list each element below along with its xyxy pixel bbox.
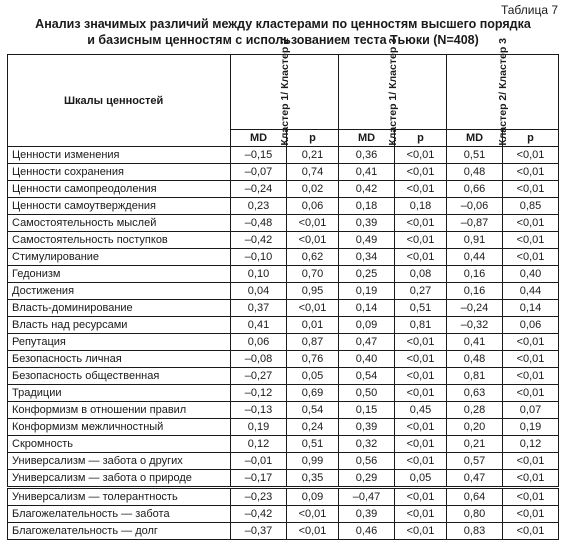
p-value: <0,01 [395, 232, 447, 249]
md-value: –0,24 [447, 300, 503, 317]
md-value: 0,10 [231, 266, 287, 283]
md-value: 0,36 [339, 147, 395, 164]
p-value: 0,01 [287, 317, 339, 334]
p-value: 0,76 [287, 351, 339, 368]
p-value: <0,01 [503, 334, 559, 351]
table-row [8, 266, 559, 283]
md-value: 0,91 [447, 232, 503, 249]
header-p: p [503, 130, 559, 147]
md-value: 0,32 [339, 436, 395, 453]
scale-name: Универсализм — толерантность [8, 488, 231, 506]
title-line-1: Анализ значимых различий между кластерами по ценностям высшего порядка [35, 17, 531, 31]
md-value: –0,13 [231, 402, 287, 419]
p-value: 0,51 [395, 300, 447, 317]
p-value: <0,01 [503, 470, 559, 488]
p-value: 0,69 [287, 385, 339, 402]
p-value: 0,21 [287, 147, 339, 164]
md-value: 0,21 [447, 436, 503, 453]
p-value: 0,12 [503, 436, 559, 453]
p-value: 0,40 [503, 266, 559, 283]
md-value: 0,56 [339, 453, 395, 470]
p-value: 0,08 [395, 266, 447, 283]
md-value: 0,28 [447, 402, 503, 419]
md-value: –0,07 [231, 164, 287, 181]
md-value: 0,14 [339, 300, 395, 317]
p-value: <0,01 [503, 523, 559, 540]
md-value: –0,48 [231, 215, 287, 232]
p-value: <0,01 [503, 232, 559, 249]
p-value: <0,01 [395, 419, 447, 436]
md-value: 0,57 [447, 453, 503, 470]
p-value: 0,81 [395, 317, 447, 334]
scale-name: Ценности самоутверждения [8, 198, 231, 215]
md-value: 0,47 [447, 470, 503, 488]
p-value: 0,62 [287, 249, 339, 266]
p-value: <0,01 [287, 232, 339, 249]
header-p: p [395, 130, 447, 147]
p-value: <0,01 [503, 147, 559, 164]
p-value: 0,18 [395, 198, 447, 215]
md-value: 0,51 [447, 147, 503, 164]
md-value: 0,16 [447, 266, 503, 283]
p-value: 0,14 [503, 300, 559, 317]
p-value: <0,01 [395, 523, 447, 540]
md-value: –0,08 [231, 351, 287, 368]
scale-name: Безопасность общественная [8, 368, 231, 385]
p-value: 0,85 [503, 198, 559, 215]
scale-name: Ценности сохранения [8, 164, 231, 181]
p-value: <0,01 [503, 453, 559, 470]
scale-name: Благожелательность — долг [8, 523, 231, 540]
table-row [8, 402, 559, 419]
md-value: 0,18 [339, 198, 395, 215]
p-value: <0,01 [395, 164, 447, 181]
md-value: 0,49 [339, 232, 395, 249]
md-value: 0,83 [447, 523, 503, 540]
p-value: 0,06 [503, 317, 559, 334]
p-value: 0,09 [287, 488, 339, 506]
table-row [8, 334, 559, 351]
md-value: 0,46 [339, 523, 395, 540]
table-row [8, 317, 559, 334]
md-value: –0,10 [231, 249, 287, 266]
table-row [8, 300, 559, 317]
p-value: <0,01 [395, 351, 447, 368]
scale-name: Универсализм — забота о природе [8, 470, 231, 488]
p-value: <0,01 [395, 215, 447, 232]
md-value: –0,32 [447, 317, 503, 334]
md-value: 0,63 [447, 385, 503, 402]
p-value: 0,27 [395, 283, 447, 300]
header-cluster-2-3: Кластер 2/ Кластер 3 [447, 55, 559, 130]
p-value: <0,01 [395, 385, 447, 402]
header-scales: Шкалы ценностей [8, 55, 231, 147]
md-value: 0,80 [447, 506, 503, 523]
scale-name: Конформизм в отношении правил [8, 402, 231, 419]
scale-name: Стимулирование [8, 249, 231, 266]
scale-name: Власть над ресурсами [8, 317, 231, 334]
table-row [8, 436, 559, 453]
table-row [8, 351, 559, 368]
md-value: –0,42 [231, 232, 287, 249]
md-value: 0,39 [339, 215, 395, 232]
p-value: <0,01 [503, 249, 559, 266]
md-value: 0,20 [447, 419, 503, 436]
md-value: –0,37 [231, 523, 287, 540]
md-value: 0,19 [231, 419, 287, 436]
md-value: 0,19 [339, 283, 395, 300]
table-row [8, 249, 559, 266]
p-value: 0,02 [287, 181, 339, 198]
md-value: –0,23 [231, 488, 287, 506]
md-value: 0,40 [339, 351, 395, 368]
p-value: <0,01 [395, 249, 447, 266]
p-value: 0,35 [287, 470, 339, 488]
md-value: 0,16 [447, 283, 503, 300]
md-value: 0,50 [339, 385, 395, 402]
md-value: 0,09 [339, 317, 395, 334]
scale-name: Власть-доминирование [8, 300, 231, 317]
table-body [8, 147, 559, 540]
md-value: 0,54 [339, 368, 395, 385]
scale-name: Достижения [8, 283, 231, 300]
scale-name: Универсализм — забота о других [8, 453, 231, 470]
p-value: 0,54 [287, 402, 339, 419]
table-row [8, 164, 559, 181]
table-number: Таблица 7 [500, 3, 558, 17]
header-md: MD [447, 130, 503, 147]
md-value: –0,47 [339, 488, 395, 506]
p-value: 0,45 [395, 402, 447, 419]
p-value: <0,01 [395, 368, 447, 385]
md-value: 0,81 [447, 368, 503, 385]
md-value: –0,01 [231, 453, 287, 470]
scale-name: Самостоятельность мыслей [8, 215, 231, 232]
header-md: MD [231, 130, 287, 147]
header-cluster-1-2: Кластер 1/ Кластер 2 [231, 55, 339, 130]
md-value: –0,27 [231, 368, 287, 385]
p-value: 0,70 [287, 266, 339, 283]
p-value: 0,19 [503, 419, 559, 436]
p-value: <0,01 [395, 334, 447, 351]
md-value: –0,06 [447, 198, 503, 215]
table-row [8, 283, 559, 300]
p-value: <0,01 [503, 506, 559, 523]
md-value: 0,48 [447, 164, 503, 181]
table-row [8, 368, 559, 385]
p-value: <0,01 [503, 181, 559, 198]
table-row [8, 385, 559, 402]
header-md: MD [339, 130, 395, 147]
md-value: 0,41 [447, 334, 503, 351]
table-row [8, 488, 559, 506]
scale-name: Безопасность личная [8, 351, 231, 368]
md-value: 0,29 [339, 470, 395, 488]
p-value: <0,01 [395, 181, 447, 198]
md-value: 0,06 [231, 334, 287, 351]
table-row [8, 453, 559, 470]
table-row [8, 470, 559, 488]
p-value: <0,01 [395, 488, 447, 506]
md-value: –0,17 [231, 470, 287, 488]
scale-name: Самостоятельность поступков [8, 232, 231, 249]
md-value: 0,15 [339, 402, 395, 419]
p-value: <0,01 [503, 164, 559, 181]
md-value: 0,39 [339, 506, 395, 523]
md-value: –0,24 [231, 181, 287, 198]
table-row [8, 523, 559, 540]
p-value: <0,01 [395, 147, 447, 164]
md-value: 0,12 [231, 436, 287, 453]
md-value: 0,41 [231, 317, 287, 334]
md-value: 0,23 [231, 198, 287, 215]
scale-name: Ценности самопреодоления [8, 181, 231, 198]
md-value: 0,64 [447, 488, 503, 506]
p-value: 0,44 [503, 283, 559, 300]
p-value: <0,01 [503, 385, 559, 402]
md-value: 0,41 [339, 164, 395, 181]
p-value: <0,01 [287, 506, 339, 523]
md-value: 0,39 [339, 419, 395, 436]
md-value: 0,04 [231, 283, 287, 300]
scale-name: Традиции [8, 385, 231, 402]
md-value: 0,47 [339, 334, 395, 351]
md-value: 0,37 [231, 300, 287, 317]
table-row [8, 147, 559, 164]
md-value: 0,48 [447, 351, 503, 368]
p-value: 0,06 [287, 198, 339, 215]
scale-name: Скромность [8, 436, 231, 453]
p-value: 0,99 [287, 453, 339, 470]
md-value: 0,44 [447, 249, 503, 266]
p-value: 0,05 [395, 470, 447, 488]
header-p: p [287, 130, 339, 147]
scale-name: Гедонизм [8, 266, 231, 283]
table-row [8, 198, 559, 215]
md-value: 0,25 [339, 266, 395, 283]
md-value: –0,15 [231, 147, 287, 164]
p-value: 0,24 [287, 419, 339, 436]
p-value: 0,05 [287, 368, 339, 385]
table-row [8, 232, 559, 249]
p-value: 0,07 [503, 402, 559, 419]
p-value: <0,01 [395, 506, 447, 523]
scale-name: Конформизм межличностный [8, 419, 231, 436]
p-value: <0,01 [503, 488, 559, 506]
scale-name: Ценности изменения [8, 147, 231, 164]
md-value: –0,42 [231, 506, 287, 523]
md-value: –0,87 [447, 215, 503, 232]
p-value: <0,01 [287, 300, 339, 317]
p-value: <0,01 [503, 351, 559, 368]
p-value: <0,01 [503, 215, 559, 232]
scale-name: Репутация [8, 334, 231, 351]
p-value: <0,01 [287, 215, 339, 232]
scale-name: Благожелательность — забота [8, 506, 231, 523]
table-row [8, 506, 559, 523]
p-value: <0,01 [503, 368, 559, 385]
p-value: <0,01 [287, 523, 339, 540]
p-value: <0,01 [395, 436, 447, 453]
table-row [8, 419, 559, 436]
md-value: 0,42 [339, 181, 395, 198]
md-value: –0,12 [231, 385, 287, 402]
p-value: 0,51 [287, 436, 339, 453]
title-line-2: и базисным ценностям с использованием теста Тьюки (N=408) [87, 33, 479, 47]
md-value: 0,66 [447, 181, 503, 198]
p-value: <0,01 [395, 453, 447, 470]
table-row [8, 181, 559, 198]
p-value: 0,74 [287, 164, 339, 181]
p-value: 0,95 [287, 283, 339, 300]
md-value: 0,34 [339, 249, 395, 266]
p-value: 0,87 [287, 334, 339, 351]
table-row [8, 215, 559, 232]
header-cluster-1-3: Кластер 1/ Кластер 3 [339, 55, 447, 130]
